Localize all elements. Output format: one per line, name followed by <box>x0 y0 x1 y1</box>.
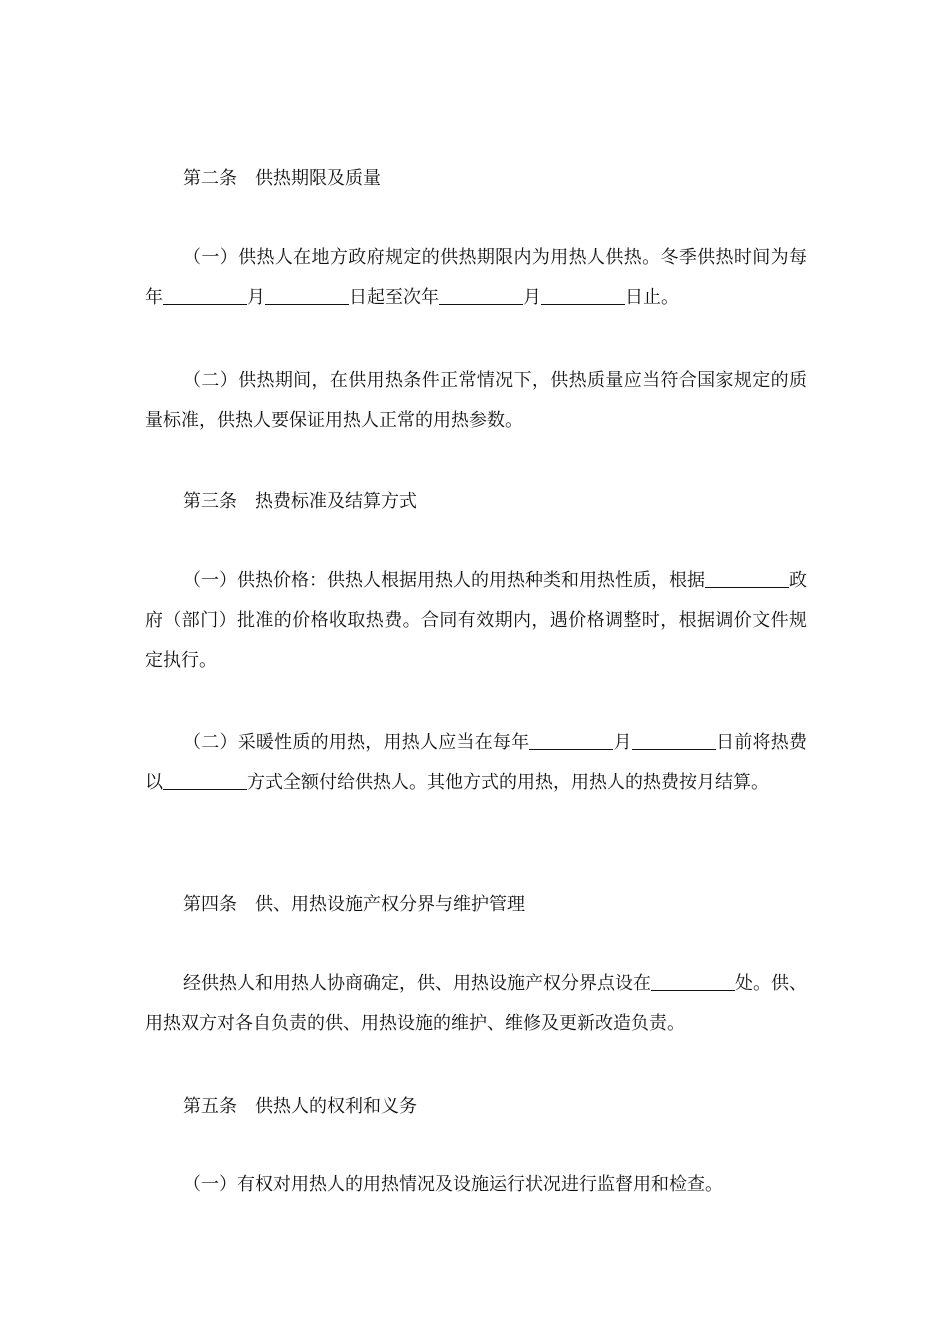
fill-blank <box>632 731 716 750</box>
article-3-paragraph-2 <box>145 723 807 803</box>
fill-blank <box>651 972 735 991</box>
paragraph-text: 日止。 <box>625 287 679 308</box>
article-2-heading <box>183 167 381 191</box>
paragraph-text: （二）采暖性质的用热，用热人应当在每年 <box>183 732 530 753</box>
paragraph-text: （一）供热价格：供热人根据用热人的用热种类和用热性质，根据 <box>183 570 705 591</box>
article-3-heading <box>183 490 417 514</box>
article-4-heading <box>183 893 525 917</box>
article-5-heading <box>183 1095 417 1119</box>
paragraph-text: （一）有权对用热人的用热情况及设施运行状况进行监督用和检查。 <box>183 1174 723 1195</box>
fill-blank <box>705 569 773 588</box>
article-2-paragraph-2 <box>145 361 807 441</box>
article-2-paragraph-1 <box>145 238 807 318</box>
paragraph-text: （一）供热人在地方政府规定的供热期限内为用热人供热。冬季供热时间为每年 <box>145 247 807 308</box>
paragraph-text: 处。供、用热双方对各自负责的供、用热设施的维护、维修及更新改造负责。 <box>145 973 807 1034</box>
fill-blank <box>773 569 789 588</box>
article-3-paragraph-1 <box>145 561 807 681</box>
article-5-paragraph-1 <box>145 1165 807 1205</box>
article-title: 供、用热设施产权分界与维护管理 <box>255 894 525 915</box>
fill-blank <box>163 286 247 305</box>
paragraph-text: 月 <box>523 287 541 308</box>
article-number: 第三条 <box>183 491 237 512</box>
paragraph-text: 月 <box>613 732 632 753</box>
paragraph-text: 方式全额付给供热人。其他方式的用热，用热人的热费按月结算。 <box>247 772 769 793</box>
paragraph-text: 经供热人和用热人协商确定，供、用热设施产权分界点设在 <box>183 973 651 994</box>
paragraph-text: （二）供热期间，在供用热条件正常情况下，供热质量应当符合国家规定的质量标准，供热人要保证用热人正常的用热参数。 <box>145 370 807 431</box>
paragraph-text: 日前将热费以 <box>145 732 808 793</box>
article-title: 供热期限及质量 <box>255 168 381 189</box>
article-number: 第二条 <box>183 168 237 189</box>
fill-blank <box>265 286 349 305</box>
paragraph-text: 日起至次年 <box>349 287 439 308</box>
paragraph-text: 月 <box>247 287 265 308</box>
fill-blank <box>541 286 625 305</box>
article-title: 热费标准及结算方式 <box>255 491 417 512</box>
fill-blank <box>439 286 523 305</box>
article-4-paragraph-1 <box>145 964 807 1044</box>
article-number: 第五条 <box>183 1096 237 1117</box>
article-number: 第四条 <box>183 894 237 915</box>
fill-blank <box>163 771 247 790</box>
article-title: 供热人的权利和义务 <box>255 1096 417 1117</box>
paragraph-text: 政府（部门）批准的价格收取热费。合同有效期内，遇价格调整时，根据调价文件规定执行。 <box>145 570 807 671</box>
fill-blank <box>529 731 613 750</box>
